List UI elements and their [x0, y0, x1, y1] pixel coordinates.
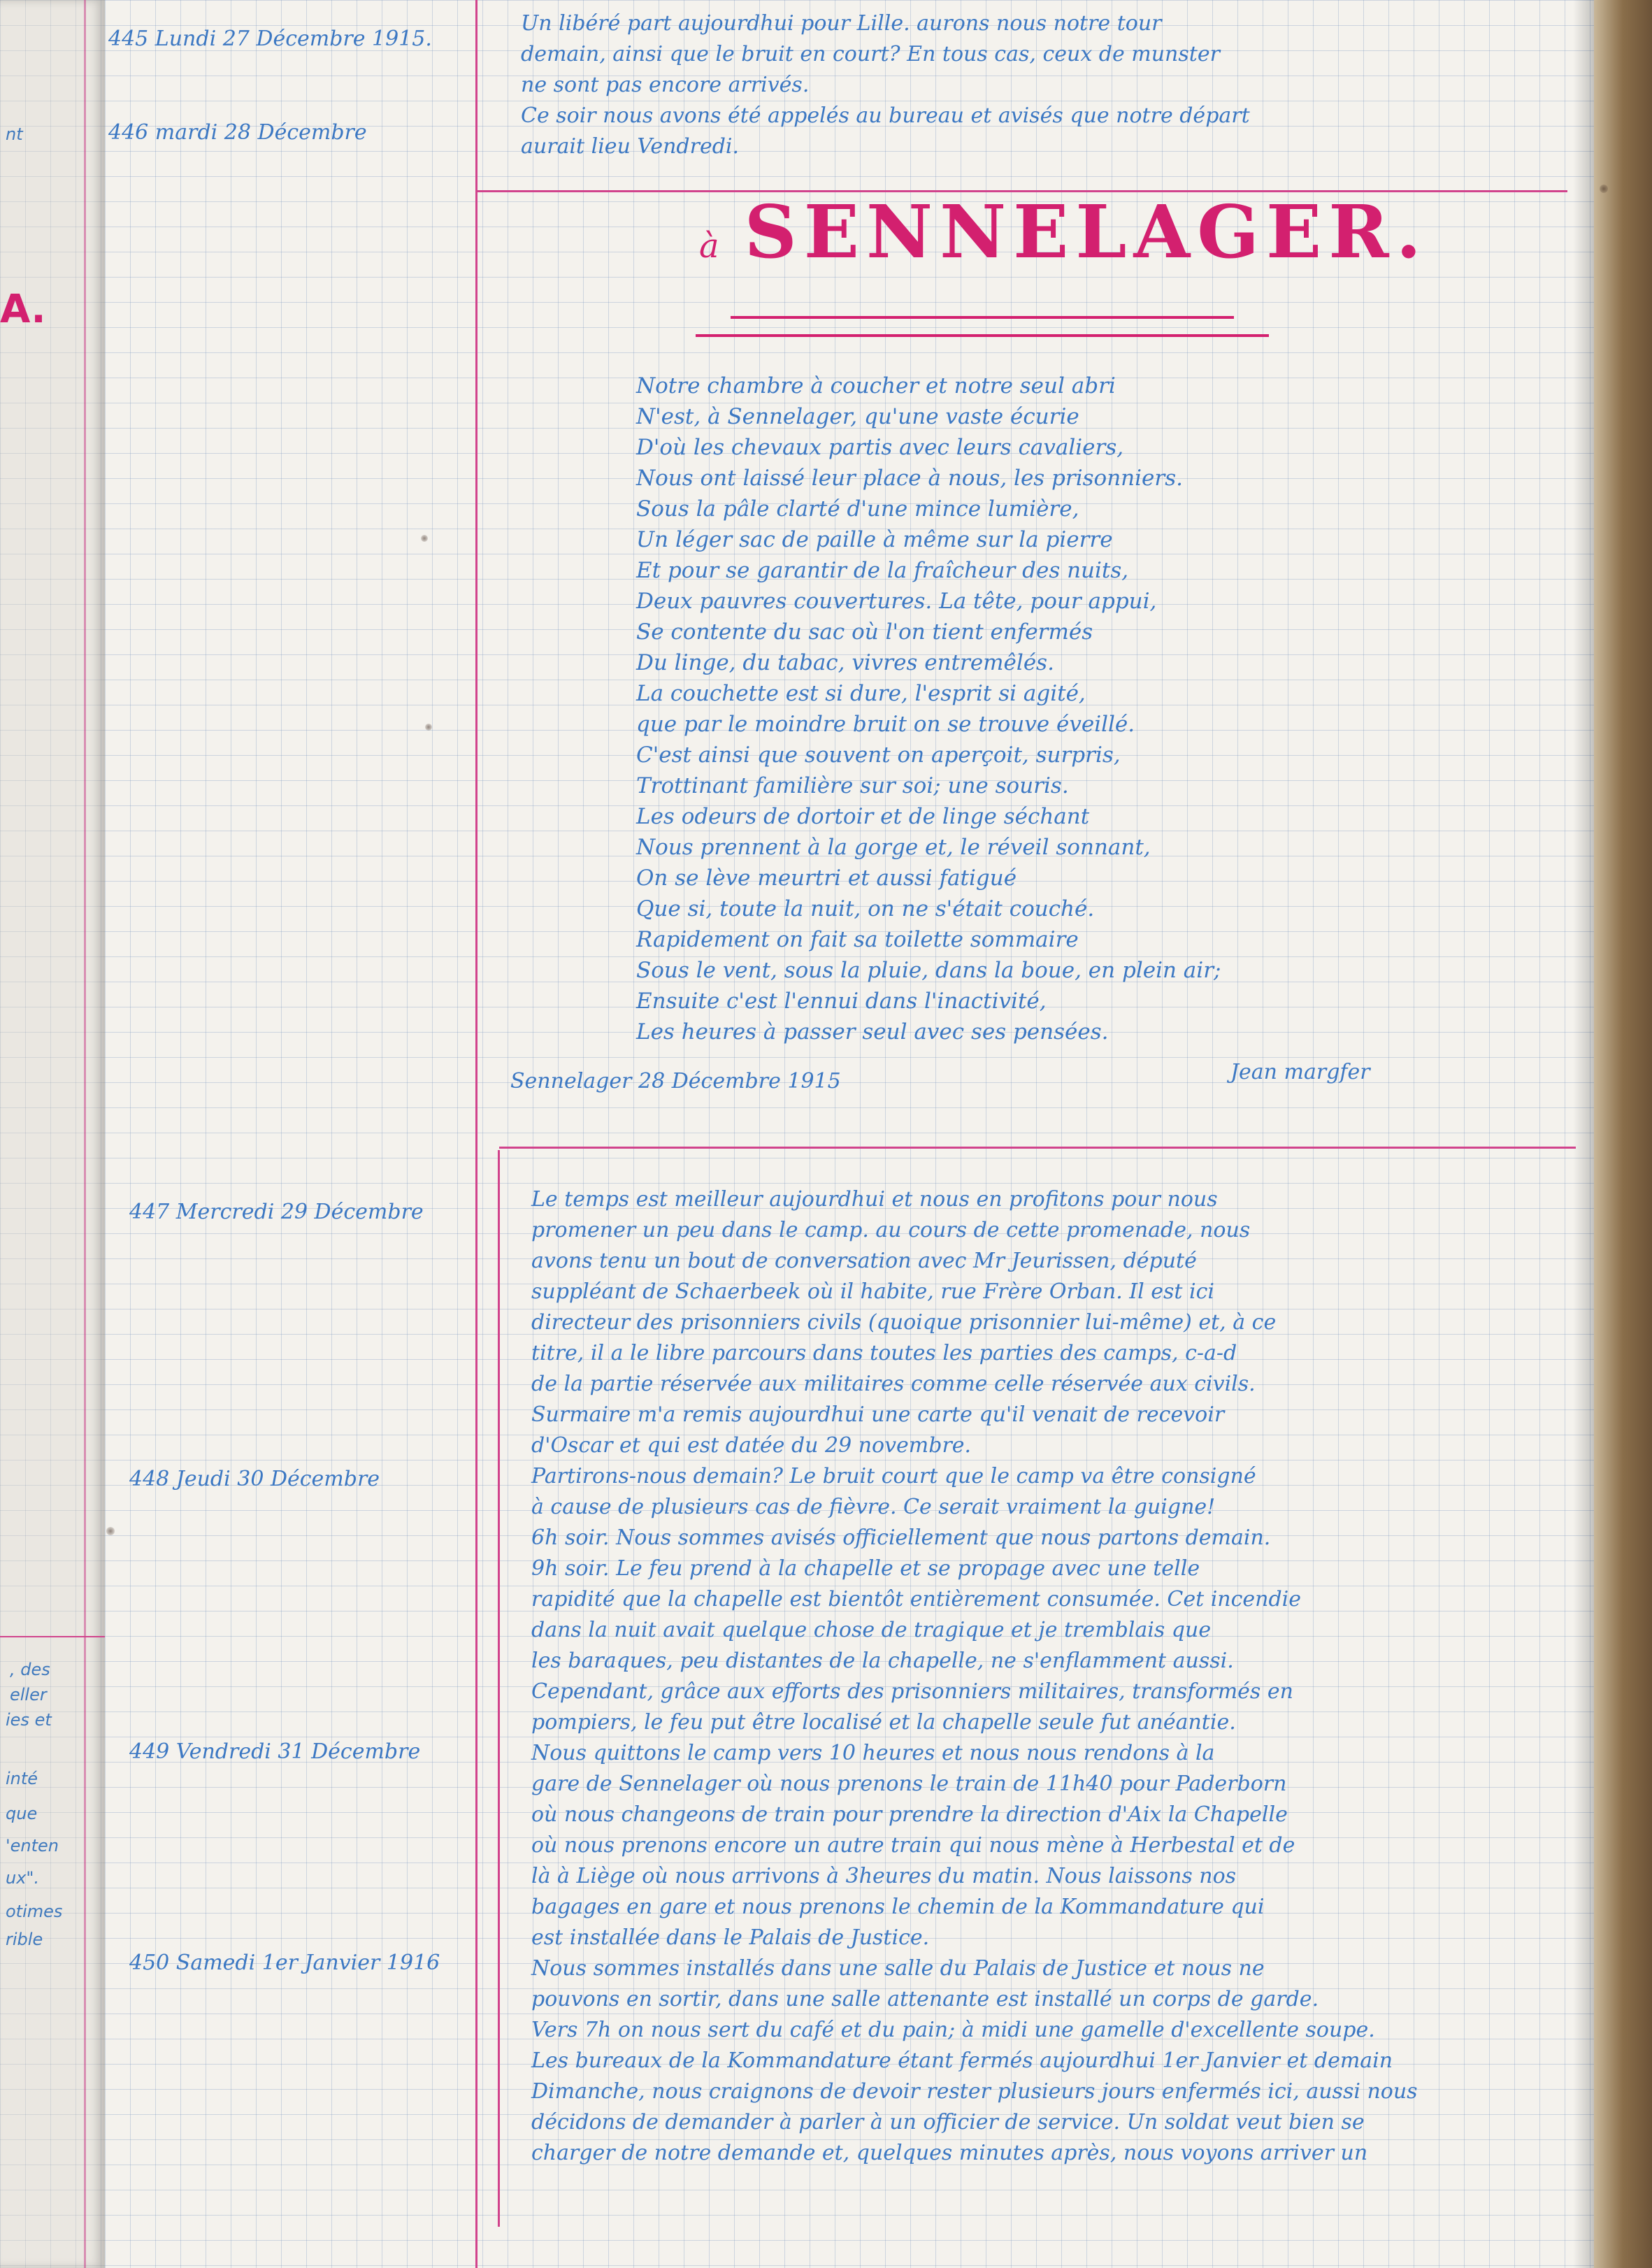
entry-text-line: là à Liège où nous arrivons à 3heures du matin. Nous laissons nos: [531, 1864, 1237, 1888]
poem-line: N'est, à Sennelager, qu'une vaste écurie: [636, 404, 1079, 429]
entry-text-line: de la partie réservée aux militaires comme celle réservée aux civils.: [531, 1372, 1256, 1396]
previous-page-rule: [0, 1636, 105, 1637]
entry-text-line: promener un peu dans le camp. au cours de cette promenade, nous: [531, 1218, 1251, 1242]
title-underline: [696, 334, 1269, 337]
entry-text-line: Un libéré part aujourdhui pour Lille. aurons nous notre tour: [521, 11, 1162, 36]
poem-line: Les heures à passer seul avec ses pensées.: [636, 1019, 1109, 1045]
poem-line: Que si, toute la nuit, on ne s'était couché.: [636, 896, 1095, 921]
poem-line: Sous la pâle clarté d'une mince lumière,: [636, 496, 1079, 522]
title-prefix: à: [699, 227, 719, 266]
entry-text-line: ne sont pas encore arrivés.: [521, 73, 810, 97]
entry-text-line: Surmaire m'a remis aujourdhui une carte qu'il venait de recevoir: [531, 1402, 1225, 1427]
title-main: SENNELAGER.: [744, 189, 1428, 275]
entry-text-line: pompiers, le feu put être localisé et la chapelle seule fut anéantie.: [531, 1710, 1236, 1735]
title-underline: [731, 316, 1234, 319]
entry-text-line: Ce soir nous avons été appelés au bureau et avisés que notre départ: [521, 103, 1250, 128]
poem-line: Nous ont laissé leur place à nous, les prisonniers.: [636, 466, 1183, 491]
entry-text-line: demain, ainsi que le bruit en court? En tous cas, ceux de munster: [521, 42, 1220, 66]
previous-page-fragment: ies et: [6, 1710, 52, 1730]
poem-line: Deux pauvres couvertures. La tête, pour appui,: [636, 589, 1157, 614]
entry-text-line: suppléant de Schaerbeek où il habite, rue Frère Orban. Il est ici: [531, 1279, 1215, 1304]
entry-text-line: Le temps est meilleur aujourdhui et nous en profitons pour nous: [531, 1187, 1218, 1212]
ink-stain: [1600, 185, 1608, 193]
entry-date: 449 Vendredi 31 Décembre: [129, 1739, 421, 1764]
entry-text-line: Cependant, grâce aux efforts des prisonniers militaires, transformés en: [531, 1679, 1293, 1704]
entry-text-line: Nous sommes installés dans une salle du Palais de Justice et nous ne: [531, 1956, 1265, 1981]
ink-stain: [425, 724, 432, 731]
entry-text-line: à cause de plusieurs cas de fièvre. Ce serait vraiment la guigne!: [531, 1495, 1216, 1519]
text-margin-line: [498, 1150, 500, 2227]
entry-text-line: avons tenu un bout de conversation avec Mr Jeurissen, député: [531, 1249, 1197, 1273]
previous-page-fragment: A.: [0, 287, 46, 332]
previous-page-fragment: rible: [6, 1930, 43, 1949]
poem-line: Notre chambre à coucher et notre seul abri: [636, 373, 1116, 399]
entry-text-line: les baraques, peu distantes de la chapelle, ne s'enflamment aussi.: [531, 1649, 1234, 1673]
previous-page-fragment: eller: [10, 1685, 47, 1704]
entry-text-line: 6h soir. Nous sommes avisés officiellement que nous partons demain.: [531, 1526, 1271, 1550]
entry-text-line: aurait lieu Vendredi.: [521, 134, 740, 159]
entry-text-line: Les bureaux de la Kommandature étant fermés aujourdhui 1er Janvier et demain: [531, 2048, 1393, 2073]
entry-text-line: bagages en gare et nous prenons le chemin de la Kommandature qui: [531, 1895, 1265, 1919]
entry-date: 448 Jeudi 30 Décembre: [129, 1467, 380, 1491]
entry-text-line: pouvons en sortir, dans une salle attenante est installé un corps de garde.: [531, 1987, 1319, 2011]
poem-line: Nous prennent à la gorge et, le réveil sonnant,: [636, 835, 1151, 860]
entry-text-line: 9h soir. Le feu prend à la chapelle et se propage avec une telle: [531, 1556, 1200, 1581]
entry-text-line: décidons de demander à parler à un officier de service. Un soldat veut bien se: [531, 2110, 1365, 2134]
poem-line: Du linge, du tabac, vivres entremêlés.: [636, 650, 1054, 675]
poem-line: La couchette est si dure, l'esprit si agité,: [636, 681, 1086, 706]
section-divider-bottom: [499, 1147, 1576, 1149]
date-margin-line: [475, 0, 477, 2268]
entry-date: 445 Lundi 27 Décembre 1915.: [108, 27, 432, 51]
entry-text-line: dans la nuit avait quelque chose de tragique et je tremblais que: [531, 1618, 1212, 1642]
entry-text-line: titre, il a le libre parcours dans toutes les parties des camps, c-a-d: [531, 1341, 1237, 1365]
previous-page-fragment: 'enten: [6, 1836, 59, 1856]
entry-text-line: directeur des prisonniers civils (quoique prisonnier lui-même) et, à ce: [531, 1310, 1277, 1335]
previous-page-fragment: nt: [6, 124, 23, 144]
previous-page-fragment: otimes: [6, 1902, 63, 1921]
entry-date: 446 mardi 28 Décembre: [108, 120, 367, 145]
section-title: [699, 189, 1428, 275]
entry-text-line: où nous changeons de train pour prendre la direction d'Aix la Chapelle: [531, 1802, 1288, 1827]
poem-line: que par le moindre bruit on se trouve éveillé.: [636, 712, 1135, 737]
poem-line: Et pour se garantir de la fraîcheur des nuits,: [636, 558, 1129, 583]
entry-text-line: Partirons-nous demain? Le bruit court que le camp va être consigné: [531, 1464, 1256, 1488]
previous-page-margin-line: [84, 0, 86, 2268]
previous-page-fragment: que: [6, 1804, 38, 1823]
poem-line: Rapidement on fait sa toilette sommaire: [636, 927, 1079, 952]
entry-text-line: charger de notre demande et, quelques minutes après, nous voyons arriver un: [531, 2141, 1368, 2165]
poem-line: Un léger sac de paille à même sur la pierre: [636, 527, 1113, 552]
entry-text-line: gare de Sennelager où nous prenons le train de 11h40 pour Paderborn: [531, 1772, 1287, 1796]
ink-stain: [421, 535, 428, 542]
entry-text-line: Dimanche, nous craignons de devoir rester plusieurs jours enfermés ici, aussi nous: [531, 2079, 1418, 2104]
poem-line: Ensuite c'est l'ennui dans l'inactivité,: [636, 989, 1047, 1014]
ink-stain: [106, 1527, 115, 1535]
poem-line: D'où les chevaux partis avec leurs cavaliers,: [636, 435, 1124, 460]
entry-date: 447 Mercredi 29 Décembre: [129, 1200, 424, 1224]
entry-text-line: rapidité que la chapelle est bientôt entièrement consumée. Cet incendie: [531, 1587, 1302, 1612]
entry-text-line: où nous prenons encore un autre train qui nous mène à Herbestal et de: [531, 1833, 1295, 1858]
gutter-shadow: [1573, 0, 1594, 2268]
previous-page-edge: [0, 0, 105, 2268]
previous-page-fragment: , des: [10, 1660, 50, 1679]
previous-page-fragment: ux".: [6, 1868, 40, 1888]
poem-signature: Jean margfer: [1230, 1060, 1370, 1084]
entry-text-line: d'Oscar et qui est datée du 29 novembre.: [531, 1433, 972, 1458]
entry-text-line: Nous quittons le camp vers 10 heures et nous nous rendons à la: [531, 1741, 1215, 1765]
poem-line: On se lève meurtri et aussi fatigué: [636, 866, 1017, 891]
entry-text-line: est installée dans le Palais de Justice.: [531, 1925, 930, 1950]
poem-line: Trottinant familière sur soi; une souris.: [636, 773, 1069, 798]
entry-date: 450 Samedi 1er Janvier 1916: [129, 1951, 440, 1975]
entry-text-line: Vers 7h on nous sert du café et du pain; à midi une gamelle d'excellente soupe.: [531, 2018, 1375, 2042]
poem-line: Les odeurs de dortoir et de linge séchant: [636, 804, 1090, 829]
poem-line: Sous le vent, sous la pluie, dans la boue, en plein air;: [636, 958, 1221, 983]
poem-place-date: Sennelager 28 Décembre 1915: [510, 1069, 841, 1093]
poem-line: C'est ainsi que souvent on aperçoit, surpris,: [636, 742, 1121, 768]
book-binding: [1594, 0, 1652, 2268]
previous-page-fragment: inté: [6, 1769, 38, 1788]
poem-line: Se contente du sac où l'on tient enfermés: [636, 619, 1093, 645]
